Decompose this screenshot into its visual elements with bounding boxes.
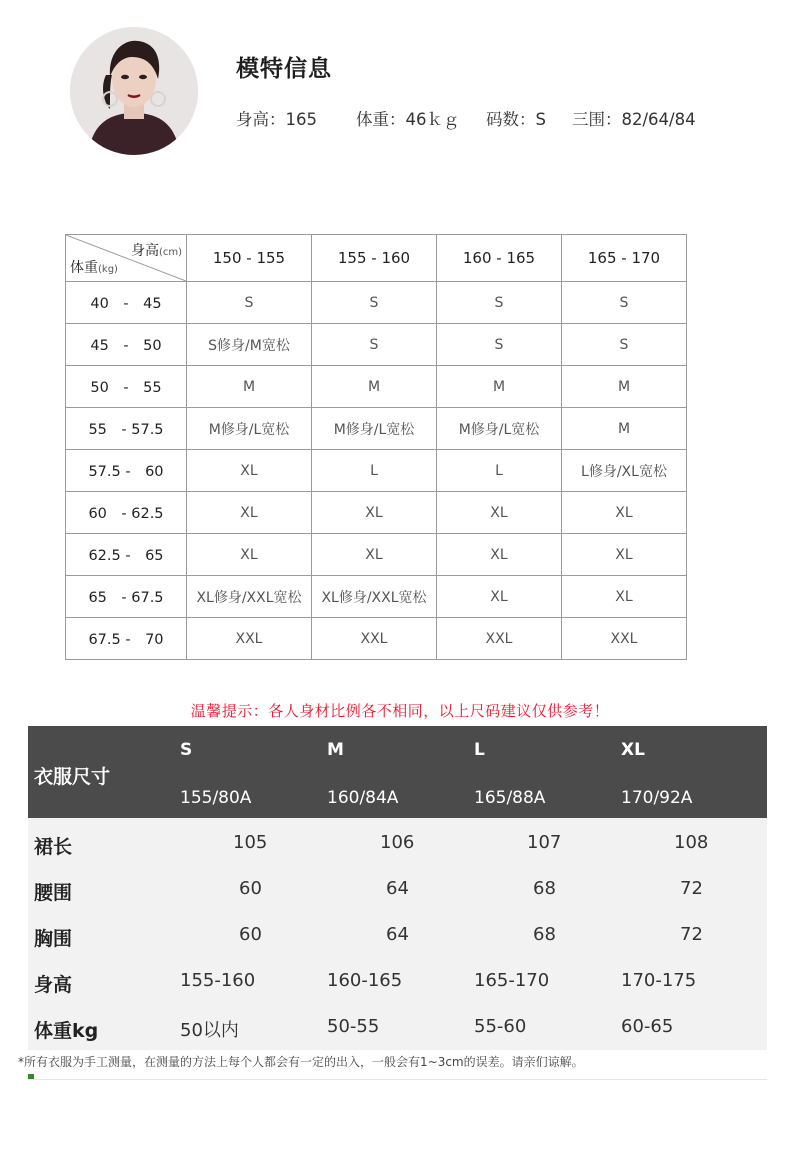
table-row [66,324,687,366]
weight-axis-label: 体重(kg) [70,260,118,276]
size-standard: 165/88A [474,788,546,808]
size-cell: XL [187,492,312,534]
model-portrait-image [70,27,198,155]
model-avatar [70,27,198,155]
size-cell: XL [437,534,562,576]
height-weight-size-table [65,234,687,660]
size-value: 72 [680,924,703,945]
weight-range-cell: 65 - 67.5 [66,576,187,618]
row-label: 体重kg [34,1020,99,1042]
size-cell: L [312,450,437,492]
table-row [66,492,687,534]
size-value: 50以内 [180,1020,239,1041]
size-value: 60 [239,878,262,899]
row-label: 胸围 [34,928,73,950]
size-cell: XL [562,576,687,618]
divider [28,1079,767,1080]
size-cell: S [312,282,437,324]
size-table-header [28,726,767,818]
table-row [66,618,687,660]
size-cell: S修身/M宽松 [187,324,312,366]
size-cell: XXL [312,618,437,660]
table-row [28,866,767,912]
size-cell: M [437,366,562,408]
table-header-row [66,235,687,282]
size-value: 55-60 [474,1016,527,1037]
size-table-title: 衣服尺寸 [34,766,111,788]
size-value: 68 [533,878,556,899]
model-size: 码数：S [486,110,546,129]
weight-range-cell: 40 - 45 [66,282,187,324]
size-value: 108 [674,832,709,853]
table-row [66,282,687,324]
size-cell: XL [562,534,687,576]
height-axis-label: 身高(cm) [130,243,182,259]
size-cell: XL修身/XXL宽松 [187,576,312,618]
size-cell: M修身/L宽松 [187,408,312,450]
size-value: 160-165 [327,970,403,991]
size-cell: M修身/L宽松 [437,408,562,450]
size-value: 72 [680,878,703,899]
size-cell: XL [562,492,687,534]
size-cell: S [562,282,687,324]
size-tip-text: 温馨提示：各人身材比例各不相同，以上尺码建议仅供参考！ [190,702,610,720]
table-row [66,366,687,408]
row-label: 腰围 [34,882,73,904]
table-row [28,912,767,958]
weight-range-cell: 45 - 50 [66,324,187,366]
size-cell: S [187,282,312,324]
table-row [66,408,687,450]
size-value: 68 [533,924,556,945]
size-cell: M [187,366,312,408]
size-cell: S [437,282,562,324]
model-weight: 体重：46ｋｇ [356,110,460,129]
size-cell: L [437,450,562,492]
table-row [66,450,687,492]
model-info-section [0,0,800,180]
weight-range-cell: 55 - 57.5 [66,408,187,450]
size-standard: 160/84A [327,788,399,808]
row-label: 裙长 [34,836,73,858]
size-cell: XL [187,534,312,576]
size-table-body [28,818,767,1050]
height-range-header: 160 - 165 [437,235,562,282]
size-cell: M [312,366,437,408]
table-row [28,958,767,1004]
table-row [66,534,687,576]
size-value: 60 [239,924,262,945]
size-cell: S [437,324,562,366]
height-range-header: 150 - 155 [187,235,312,282]
size-label: XL [621,740,645,760]
size-value: 155-160 [180,970,256,991]
size-cell: XXL [562,618,687,660]
weight-range-cell: 57.5 - 60 [66,450,187,492]
size-cell: XXL [187,618,312,660]
size-cell: M [562,366,687,408]
corner-cell [66,235,187,282]
model-info-title: 模特信息 [236,56,332,82]
size-cell: XL [437,576,562,618]
row-label: 身高 [34,974,73,996]
size-value: 165-170 [474,970,550,991]
size-value: 107 [527,832,562,853]
size-value: 60-65 [621,1016,674,1037]
size-standard: 155/80A [180,788,252,808]
size-value: 64 [386,924,409,945]
size-cell: S [562,324,687,366]
size-cell: S [312,324,437,366]
weight-range-cell: 67.5 - 70 [66,618,187,660]
weight-range-cell: 62.5 - 65 [66,534,187,576]
weight-range-cell: 50 - 55 [66,366,187,408]
size-label: S [180,740,193,760]
size-value: 64 [386,878,409,899]
height-range-header: 155 - 160 [312,235,437,282]
measurement-note: *所有衣服为手工测量，在测量的方法上每个人都会有一定的出入，一般会有1~3cm的误差。请亲们谅解。 [18,1055,584,1069]
size-cell: XL修身/XXL宽松 [312,576,437,618]
size-value: 105 [233,832,268,853]
size-standard: 170/92A [621,788,693,808]
model-measurements: 三围：82/64/84 [572,110,696,129]
weight-range-cell: 60 - 62.5 [66,492,187,534]
size-cell: XL [312,492,437,534]
height-range-header: 165 - 170 [562,235,687,282]
size-label: M [327,740,344,760]
size-value: 170-175 [621,970,697,991]
size-cell: M [562,408,687,450]
size-value: 50-55 [327,1016,380,1037]
size-cell: XL [312,534,437,576]
size-cell: L修身/XL宽松 [562,450,687,492]
table-row [28,820,767,866]
model-height: 身高：165 [236,110,317,129]
size-label: L [474,740,485,760]
size-cell: XL [187,450,312,492]
table-row [28,1004,767,1050]
size-cell: M修身/L宽松 [312,408,437,450]
size-cell: XXL [437,618,562,660]
table-row [66,576,687,618]
size-cell: XL [437,492,562,534]
size-value: 106 [380,832,415,853]
